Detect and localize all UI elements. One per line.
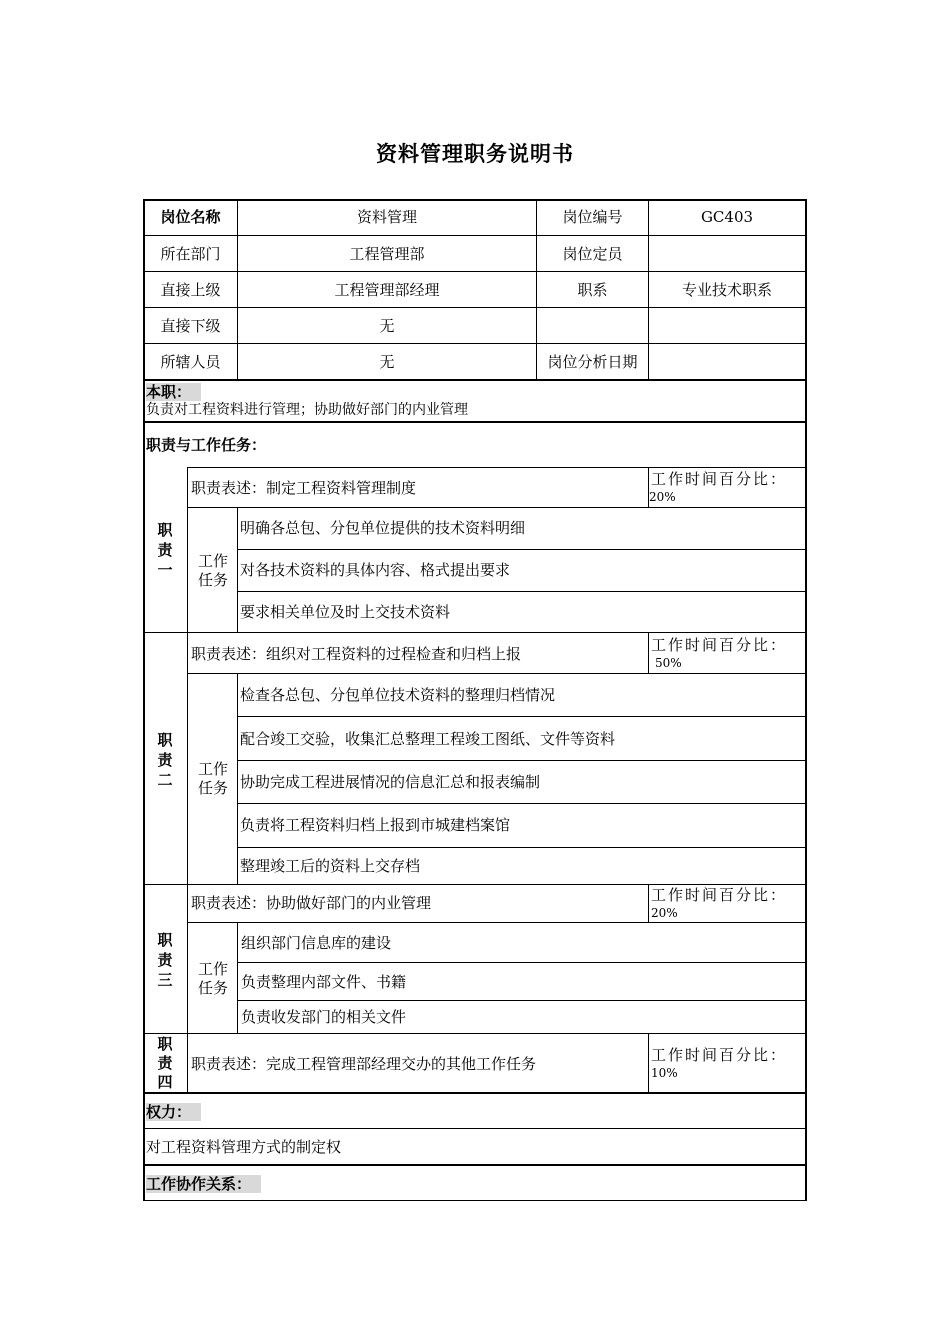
duty1-desc: 职责表述：制定工程资料管理制度	[191, 479, 417, 497]
duty1-task-2: 对各技术资料的具体内容、格式提出要求	[240, 561, 511, 579]
duty4-name: 职责四	[157, 1035, 173, 1091]
label-analysis-date: 岗位分析日期	[547, 353, 638, 371]
value-direct-superior: 工程管理部经理	[334, 281, 440, 299]
duty2-task-3: 协助完成工程进展情况的信息汇总和报表编制	[240, 773, 541, 791]
duty2-desc: 职责表述：组织对工程资料的过程检查和归档上报	[191, 645, 522, 663]
label-staff: 所辖人员	[160, 353, 221, 371]
duties-header: 职责与工作任务：	[146, 436, 267, 454]
value-job-family: 专业技术职系	[681, 281, 772, 299]
document-title: 资料管理职务说明书	[376, 142, 574, 166]
duty3-pct-label: 工作时间百分比：	[651, 886, 788, 904]
value-staff: 无	[379, 353, 395, 371]
label-direct-subordinate: 直接下级	[160, 317, 221, 335]
value-position-name: 资料管理	[356, 208, 417, 226]
duty1-name: 职责一	[157, 521, 173, 579]
benzhi-text: 负责对工程资料进行管理；协助做好部门的内业管理	[146, 402, 468, 418]
duty2-name: 职责二	[157, 731, 173, 789]
value-position-code: GC403	[700, 208, 754, 226]
duty2-pct: 50%	[655, 656, 682, 670]
duty4-desc: 职责表述：完成工程管理部经理交办的其他工作任务	[191, 1055, 537, 1073]
duty3-pct: 20%	[651, 906, 678, 920]
duty1-task-1: 明确各总包、分包单位提供的技术资料明细	[240, 519, 526, 537]
label-position-name: 岗位名称	[160, 208, 221, 226]
duty4-pct: 10%	[651, 1066, 678, 1080]
duty1-pct-label: 工作时间百分比：	[651, 470, 788, 488]
duty3-desc: 职责表述：协助做好部门的内业管理	[191, 894, 432, 912]
duty2-task-1: 检查各总包、分包单位技术资料的整理归档情况	[240, 686, 556, 704]
duty2-task-label: 工作任务	[197, 760, 228, 797]
label-headcount: 岗位定员	[562, 245, 623, 263]
duty4-pct-label: 工作时间百分比：	[651, 1046, 788, 1064]
duty2-pct-label: 工作时间百分比：	[651, 636, 788, 654]
label-department: 所在部门	[160, 245, 221, 263]
label-direct-superior: 直接上级	[160, 281, 221, 299]
duty2-task-4: 负责将工程资料归档上报到市城建档案馆	[240, 816, 511, 834]
duty3-task-1: 组织部门信息库的建设	[241, 934, 392, 952]
duty3-task-2: 负责整理内部文件、书籍	[241, 973, 407, 991]
duty3-name: 职责三	[157, 931, 173, 989]
power-label: 权力：	[146, 1103, 201, 1121]
value-department: 工程管理部	[349, 245, 425, 263]
value-direct-subordinate: 无	[379, 317, 395, 335]
duty2-task-5: 整理竣工后的资料上交存档	[240, 857, 421, 875]
benzhi-label: 本职：	[146, 383, 201, 401]
label-position-code: 岗位编号	[562, 208, 623, 226]
cooperation-label: 工作协作关系：	[146, 1175, 261, 1193]
label-job-family: 职系	[577, 281, 608, 299]
duty1-task-label: 工作任务	[197, 552, 228, 589]
duty1-pct: 20%	[649, 490, 676, 504]
duty3-task-label: 工作任务	[197, 960, 228, 997]
duty2-task-2: 配合竣工交验，收集汇总整理工程竣工图纸、文件等资料	[240, 730, 616, 748]
power-text: 对工程资料管理方式的制定权	[146, 1138, 342, 1156]
duty3-task-3: 负责收发部门的相关文件	[241, 1008, 407, 1026]
duty1-task-3: 要求相关单位及时上交技术资料	[240, 603, 451, 621]
